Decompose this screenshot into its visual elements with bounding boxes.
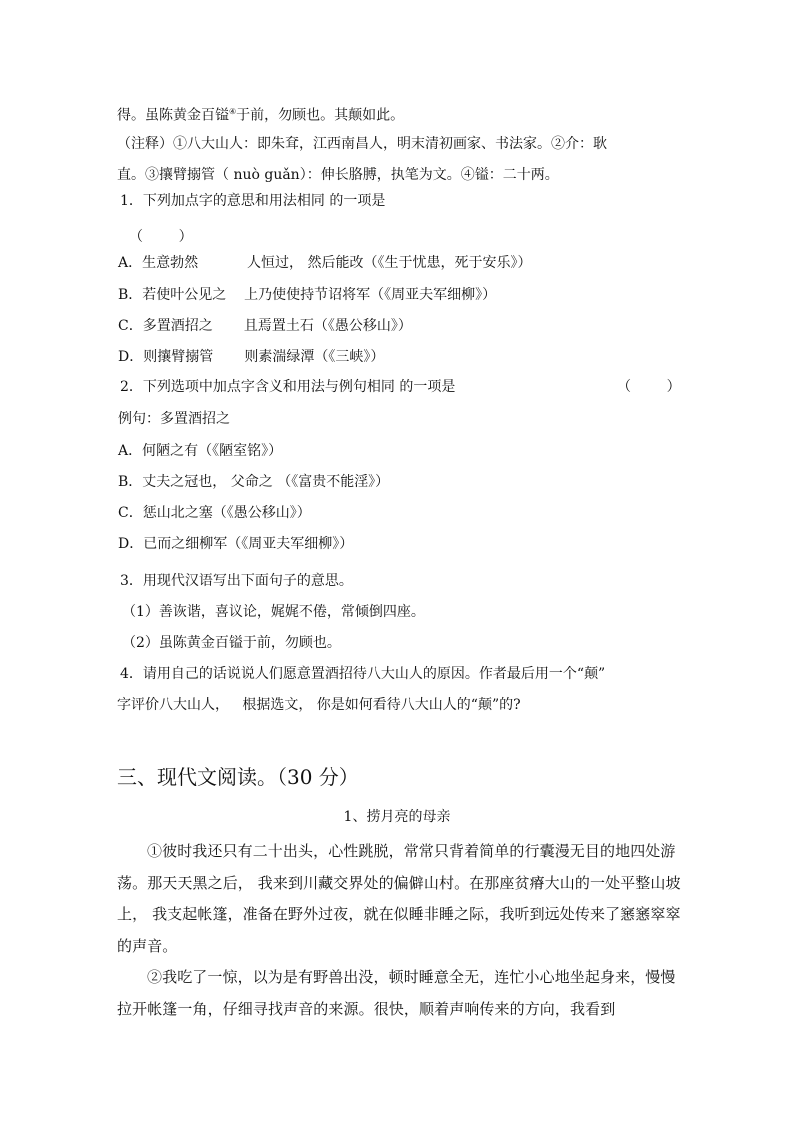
q2-option-a: A．何陋之有（《陋室铭》） — [118, 443, 283, 459]
q1-option-a: A．生意勃然 人恒过， 然后能改（《生于忧患，死于安乐》） — [118, 255, 532, 271]
article-title: 1、捞月亮的母亲 — [343, 809, 451, 825]
question-4-line-2: 字评价八大山人， 根据选文， 你是如何看待八大山人的“颠”的? — [117, 697, 521, 713]
q3-item-2: （2）虽陈黄金百镒于前，勿顾也。 — [122, 635, 341, 651]
q1-option-b: B．若使叶公见之 上乃使使持节诏将军（《周亚夫军细柳》） — [118, 287, 497, 303]
passage-last-line — [117, 103, 404, 125]
paragraph-1: ①彼时我还只有二十出头，心性跳脱，常常只背着简单的行囊漫无目的地四处游荡。那天天黑之后， 我来到川藏交界处的偏僻山村。在那座贫瘠大山的一处平整山坡上， 我支起帐篷，准备在野外过夜，就在似睡非睡之际，我听到远处传来了窸窸窣窣的声音。 — [117, 842, 681, 955]
q1-option-c: C．多置酒招之 且焉置土石（《愚公移山》） — [118, 318, 412, 334]
question-1: 1．下列加点字的意思和用法相同 的一项是 — [120, 193, 386, 209]
answer-blank-2: （ ） — [617, 379, 681, 395]
q2-option-d: D．已而之细柳军（《周亚夫军细柳》） — [118, 536, 354, 552]
footnote-marker: ④ — [229, 107, 237, 116]
question-4-line-1: 4．请用自己的话说说人们愿意置酒招待八大山人的原因。作者最后用一个“颠” — [120, 666, 606, 682]
annotation-line-1: （注释）①八大山人：即朱耷，江西南昌人，明末清初画家、书法家。②介：耿 — [117, 136, 607, 152]
answer-blank-1: （ ） — [129, 229, 193, 245]
q2-example: 例句：多置酒招之 — [118, 411, 230, 427]
q2-option-b: B．丈夫之冠也， 父命之 （《富贵不能淫》） — [118, 474, 390, 490]
text-span: 得。虽陈黄金百镒 — [117, 107, 229, 124]
q3-item-1: （1）善诙谐，喜议论，娓娓不倦，常倾倒四座。 — [122, 604, 425, 620]
question-2: 2．下列选项中加点字含义和用法与例句相同 的一项是 — [120, 379, 456, 395]
q1-option-d: D．则攘臂搦管 则素湍绿潭（《三峡》） — [118, 349, 385, 365]
section-heading: 三、现代文阅读。（30 分） — [117, 765, 359, 789]
annotation-line-2: 直。③攘臂搦管（ nuò guǎn）：伸长胳膊，执笔为文。④镒：二十两。 — [117, 167, 559, 183]
text-span: 于前，勿顾也。其颠如此。 — [236, 107, 405, 124]
paragraph-2: ②我吃了一惊，以为是有野兽出没，顿时睡意全无，连忙小心地坐起身来，慢慢拉开帐篷一角，仔细寻找声音的来源。很快，顺着声响传来的方向，我看到 — [117, 968, 676, 1018]
question-3: 3．用现代汉语写出下面句子的意思。 — [120, 573, 353, 589]
q2-option-c: C．惩山北之塞（《愚公移山》） — [118, 505, 311, 521]
